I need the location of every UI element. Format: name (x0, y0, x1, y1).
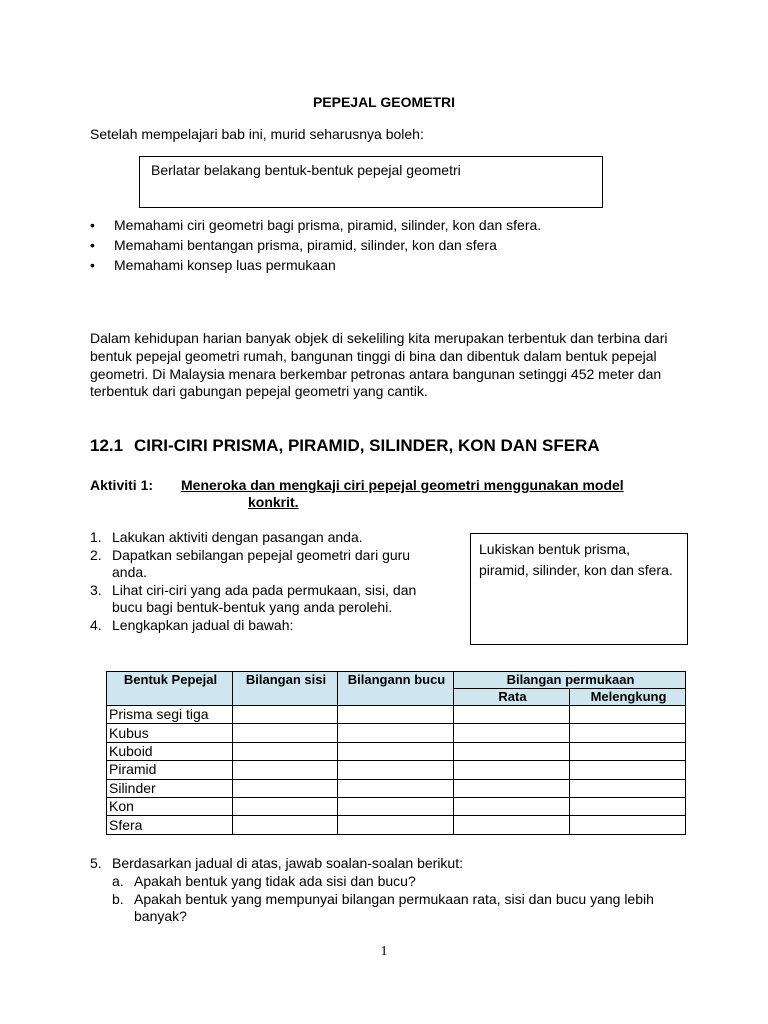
shape-cell: Kubus (107, 724, 233, 742)
table-row (107, 742, 686, 760)
objective-box-text: Berlatar belakang bentuk-bentuk pepejal geometri (151, 162, 461, 178)
shape-cell: Kon (107, 797, 233, 815)
drawing-box-text: Lukiskan bentuk prisma, piramid, silinder, kon dan sfera. (479, 541, 673, 578)
empty-cell (570, 706, 686, 724)
objective-item: • Memahami konsep luas permukaan (90, 255, 541, 275)
table-row (107, 724, 686, 742)
empty-cell (454, 761, 570, 779)
step-number: 1. (90, 529, 102, 545)
empty-cell (233, 724, 338, 742)
step-text: Lakukan aktiviti dengan pasangan anda. (112, 529, 363, 545)
empty-cell (338, 761, 454, 779)
empty-cell (233, 797, 338, 815)
empty-cell (233, 706, 338, 724)
sub-questions (112, 873, 690, 926)
header-shape: Bentuk Pepejal (107, 672, 233, 706)
step-item (90, 547, 430, 582)
empty-cell (570, 742, 686, 760)
step-text: Dapatkan sebilangan pepejal geometri dari guru anda. (112, 546, 411, 580)
table-row (107, 816, 686, 834)
sub-question-text: Apakah bentuk yang tidak ada sisi dan bucu? (134, 872, 416, 889)
solid-shapes-table (106, 671, 686, 835)
activity-title-line2: konkrit. (248, 494, 299, 510)
empty-cell (338, 779, 454, 797)
table-row (107, 761, 686, 779)
empty-cell (570, 761, 686, 779)
empty-cell (454, 779, 570, 797)
empty-cell (454, 816, 570, 834)
drawing-box (470, 533, 688, 645)
step-number: 4. (90, 616, 102, 633)
header-curved: Melengkung (570, 689, 686, 706)
sub-question-item (112, 873, 690, 891)
header-faces: Bilangan permukaan (454, 672, 686, 689)
shape-cell: Kuboid (107, 742, 233, 760)
step-number: 3. (90, 581, 102, 598)
shape-cell: Prisma segi tiga (107, 706, 233, 724)
empty-cell (570, 779, 686, 797)
objective-box (139, 156, 603, 208)
activity-title-line1: Meneroka dan mengkaji ciri pepejal geometri menggunakan model (181, 477, 624, 493)
empty-cell (454, 706, 570, 724)
activity-title (181, 477, 681, 511)
intro-text: Setelah mempelajari bab ini, murid seharusnya boleh: (90, 126, 424, 142)
steps-list (90, 529, 430, 634)
empty-cell (570, 816, 686, 834)
activity-label: Aktiviti 1: (90, 477, 154, 493)
empty-cell (233, 761, 338, 779)
step-item (90, 529, 430, 547)
empty-cell (454, 724, 570, 742)
page-title: PEPEJAL GEOMETRI (312, 94, 456, 110)
empty-cell (338, 797, 454, 815)
empty-cell (233, 779, 338, 797)
empty-cell (338, 816, 454, 834)
empty-cell (570, 724, 686, 742)
objectives-list (90, 215, 541, 275)
shape-cell: Piramid (107, 761, 233, 779)
section-number: 12.1 (90, 436, 124, 455)
page-number: 1 (380, 944, 388, 959)
question-item (90, 855, 690, 926)
sub-question-item (112, 891, 690, 927)
step-text: Lengkapkan jadual di bawah: (112, 616, 294, 633)
step-text: Lihat ciri-ciri yang ada pada permukaan, sisi, dan bucu bagi bentuk-bentuk yang anda perolehi. (112, 581, 417, 615)
header-flat: Rata (454, 689, 570, 706)
empty-cell (454, 797, 570, 815)
question-number: 5. (90, 855, 102, 871)
questions-list (90, 855, 690, 926)
empty-cell (233, 816, 338, 834)
shape-cell: Sfera (107, 816, 233, 834)
question-text: Berdasarkan jadual di atas, jawab soalan-soalan berikut: (112, 855, 463, 871)
step-item (90, 582, 430, 617)
header-vertices: Bilangann bucu (338, 672, 454, 706)
empty-cell (233, 742, 338, 760)
empty-cell (338, 706, 454, 724)
objective-item: • Memahami ciri geometri bagi prisma, piramid, silinder, kon dan sfera. (90, 215, 541, 235)
table-row (107, 797, 686, 815)
sub-question-letter: b. (112, 890, 124, 907)
section-heading (90, 436, 600, 456)
empty-cell (570, 797, 686, 815)
intro-paragraph: Dalam kehidupan harian banyak objek di sekeliling kita merupakan terbentuk dan terbina dari bentuk pepejal geometri rumah, bangunan tinggi di bina dan dibentuk dalam bentuk pepejal geometri. Di Malaysia menara berkembar petronas antara bangunan setinggi 452 meter dan terbentuk dari gabungan pepejal geometri yang cantik. (90, 330, 668, 400)
objective-item: • Memahami bentangan prisma, piramid, silinder, kon dan sfera (90, 235, 541, 255)
step-item (90, 617, 430, 635)
section-title: CIRI-CIRI PRISMA, PIRAMID, SILINDER, KON DAN SFERA (134, 436, 600, 455)
step-number: 2. (90, 546, 102, 563)
sub-question-text: Apakah bentuk yang mempunyai bilangan permukaan rata, sisi dan bucu yang lebih banyak? (134, 890, 654, 925)
shape-cell: Silinder (107, 779, 233, 797)
empty-cell (338, 724, 454, 742)
empty-cell (338, 742, 454, 760)
header-edges: Bilangan sisi (233, 672, 338, 706)
table-row (107, 706, 686, 724)
sub-question-letter: a. (112, 872, 124, 889)
empty-cell (454, 742, 570, 760)
table-row (107, 779, 686, 797)
